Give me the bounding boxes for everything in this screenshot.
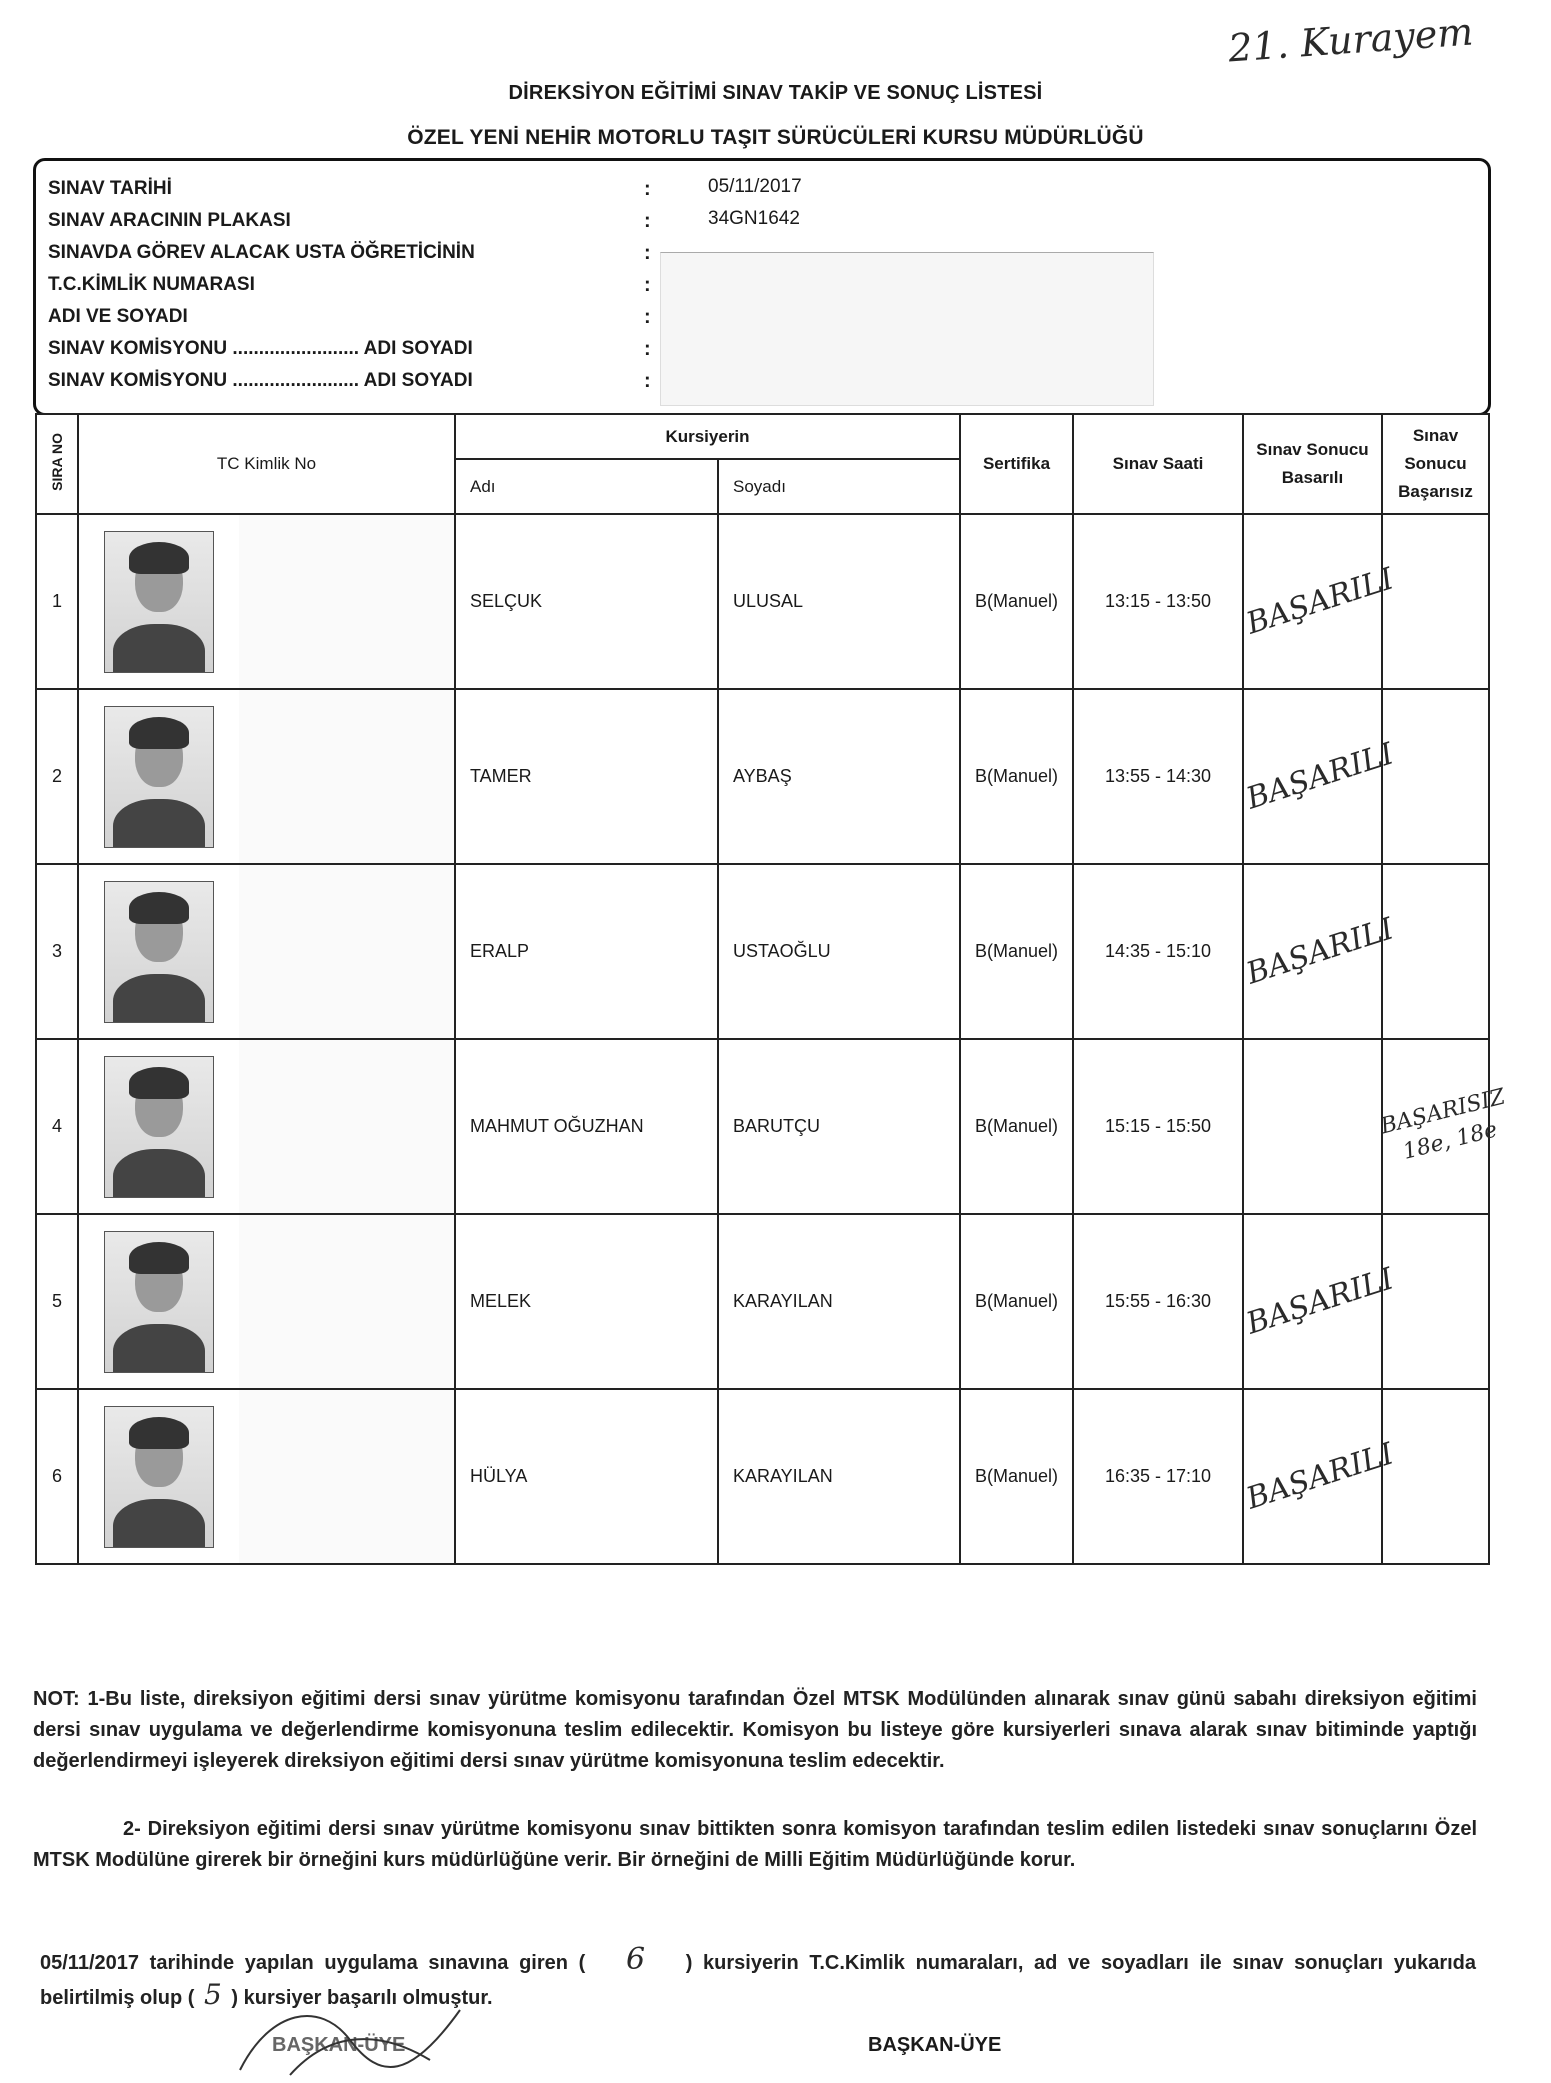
row-number: 3	[36, 864, 78, 1039]
row-number: 2	[36, 689, 78, 864]
cell-basarisiz	[1382, 514, 1489, 689]
table-row	[36, 1389, 1489, 1564]
photo-cell	[78, 864, 455, 1039]
cell-basarisiz	[1382, 1389, 1489, 1564]
applicant-photo	[104, 1231, 214, 1373]
note-1: NOT: 1-Bu liste, direksiyon eğitimi dersi sınav yürütme komisyonu tarafından Özel MTSK Modülünden alınarak sınav günü sabahı direksiyon eğitimi dersi sınav uygulama ve değerlendirme komisyonuna teslim edilecektir. Komisyon bu listeye göre kursiyerleri sınava alarak sınav bitiminde yaptığı değerlendirmeyi işleyerek direksiyon eğitimi dersi sınav yürütme komisyonuna teslim edecektir.	[33, 1688, 1477, 1772]
cell-sertifika: B(Manuel)	[960, 689, 1073, 864]
info-label-name: ADI VE SOYADI	[48, 306, 188, 327]
summary-part-a: 05/11/2017 tarihinde yapılan uygulama sınavına giren (	[40, 1952, 586, 1974]
info-label-commission-2: SINAV KOMİSYONU ........................ ADI SOYADI	[48, 370, 473, 391]
redacted-area	[660, 252, 1154, 406]
signature-scribble	[230, 1990, 490, 2083]
cell-sertifika: B(Manuel)	[960, 514, 1073, 689]
cell-basarili	[1242, 1389, 1398, 1564]
cell-sinav-saati: 13:55 - 14:30	[1073, 689, 1243, 864]
cell-soyadi: AYBAŞ	[718, 689, 960, 864]
header-tc-no: TC Kimlik No	[78, 414, 455, 514]
handwritten-result: BAŞARILI	[1242, 1261, 1398, 1342]
photo-cell	[78, 1039, 455, 1214]
info-label-plate: SINAV ARACININ PLAKASI	[48, 210, 291, 231]
handwritten-result: BAŞARILI	[1242, 911, 1398, 992]
photo-cell	[78, 1214, 455, 1389]
cell-sinav-saati: 16:35 - 17:10	[1073, 1389, 1243, 1564]
info-value-plate: 34GN1642	[708, 208, 800, 229]
cell-adi: SELÇUK	[455, 514, 718, 689]
row-number: 4	[36, 1039, 78, 1214]
info-colon: :	[644, 242, 651, 264]
header-basarisiz: Sınav Sonucu Başarısız	[1382, 414, 1489, 514]
table-row	[36, 864, 1489, 1039]
cell-basarili	[1243, 1039, 1382, 1214]
photo-cell	[78, 514, 455, 689]
info-label-exam-date: SINAV TARİHİ	[48, 178, 172, 199]
handwritten-count-passed: 5	[204, 1978, 222, 2011]
cell-basarili	[1242, 689, 1398, 864]
table-row	[36, 1039, 1489, 1214]
handwritten-result: BAŞARILI	[1242, 1436, 1398, 1517]
header-basarili: Sınav Sonucu Basarılı	[1243, 414, 1382, 514]
table-row	[36, 514, 1489, 689]
summary-part-c: ) kursiyer başarılı olmuştur.	[231, 1987, 493, 2009]
info-colon: :	[644, 274, 651, 296]
photo-cell	[78, 689, 455, 864]
cell-sinav-saati: 14:35 - 15:10	[1073, 864, 1243, 1039]
header-adi: Adı	[455, 459, 718, 514]
info-colon: :	[644, 210, 651, 232]
cell-soyadi: KARAYILAN	[718, 1214, 960, 1389]
cell-adi: HÜLYA	[455, 1389, 718, 1564]
header-sinav-saati: Sınav Saati	[1073, 414, 1243, 514]
info-colon: :	[644, 306, 651, 328]
info-colon: :	[644, 178, 651, 200]
row-number: 5	[36, 1214, 78, 1389]
cell-sertifika: B(Manuel)	[960, 1214, 1073, 1389]
row-number: 1	[36, 514, 78, 689]
redacted-tc-number	[239, 1390, 454, 1563]
cell-sertifika: B(Manuel)	[960, 1039, 1073, 1214]
handwritten-result: BAŞARILI	[1242, 561, 1398, 642]
redacted-tc-number	[239, 865, 454, 1038]
applicant-photo	[104, 1056, 214, 1198]
info-colon: :	[644, 370, 651, 392]
cell-soyadi: BARUTÇU	[718, 1039, 960, 1214]
applicant-photo	[104, 881, 214, 1023]
header-kursiyerin: Kursiyerin	[455, 414, 960, 459]
cell-adi: MELEK	[455, 1214, 718, 1389]
photo-cell	[78, 1389, 455, 1564]
info-label-tc-number: T.C.KİMLİK NUMARASI	[48, 274, 255, 295]
cell-soyadi: KARAYILAN	[718, 1389, 960, 1564]
handwritten-corner-note: 21. Kurayem	[1226, 9, 1475, 71]
info-colon: :	[644, 338, 651, 360]
cell-basarili	[1242, 1214, 1398, 1389]
document-title: DİREKSİYON EĞİTİMİ SINAV TAKİP VE SONUÇ LİSTESİ	[508, 82, 1043, 104]
cell-basarili	[1242, 864, 1398, 1039]
cell-sertifika: B(Manuel)	[960, 864, 1073, 1039]
cell-sinav-saati: 13:15 - 13:50	[1073, 514, 1243, 689]
cell-basarisiz	[1382, 1214, 1489, 1389]
header-soyadi: Soyadı	[718, 459, 960, 514]
applicant-photo	[104, 531, 214, 673]
cell-sinav-saati: 15:55 - 16:30	[1073, 1214, 1243, 1389]
redacted-tc-number	[239, 1040, 454, 1213]
info-value-exam-date: 05/11/2017	[708, 176, 802, 197]
header-sertifika: Sertifika	[960, 414, 1073, 514]
cell-soyadi: USTAOĞLU	[718, 864, 960, 1039]
redacted-tc-number	[239, 515, 454, 688]
cell-basarisiz	[1378, 1039, 1508, 1214]
redacted-tc-number	[239, 690, 454, 863]
cell-adi: MAHMUT OĞUZHAN	[455, 1039, 718, 1214]
summary-part-b: ) kursiyerin T.C.Kimlik numaraları, ad ve soyadları ile sınav sonuçları yukarıda belirtilmiş olup (	[40, 1952, 1476, 2009]
signature-label-right: BAŞKAN-ÜYE	[868, 2034, 1002, 2056]
cell-soyadi: ULUSAL	[718, 514, 960, 689]
cell-basarili	[1242, 514, 1398, 689]
redacted-tc-number	[239, 1215, 454, 1388]
table-row	[36, 689, 1489, 864]
cell-adi: TAMER	[455, 689, 718, 864]
handwritten-result: BAŞARISIZ 18e, 18e	[1378, 1083, 1508, 1165]
document-subtitle: ÖZEL YENİ NEHİR MOTORLU TAŞIT SÜRÜCÜLERİ KURSU MÜDÜRLÜĞÜ	[407, 126, 1144, 149]
cell-basarisiz	[1382, 864, 1489, 1039]
cell-sinav-saati: 15:15 - 15:50	[1073, 1039, 1243, 1214]
row-number: 6	[36, 1389, 78, 1564]
applicant-photo	[104, 1406, 214, 1548]
table-row	[36, 1214, 1489, 1389]
cell-adi: ERALP	[455, 864, 718, 1039]
cell-sertifika: B(Manuel)	[960, 1389, 1073, 1564]
note-2: 2- Direksiyon eğitimi dersi sınav yürütme komisyonu sınav bittikten sonra komisyon tarafından teslim edilen listedeki sınav sonuçlarını Özel MTSK Modülüne girerek bir örneğini kurs müdürlüğüne verir. Bir örneğini de Milli Eğitim Müdürlüğünde korur.	[33, 1818, 1477, 1871]
info-label-instructor: SINAVDA GÖREV ALACAK USTA ÖĞRETİCİNİN	[48, 242, 475, 263]
info-label-commission-1: SINAV KOMİSYONU ........................ ADI SOYADI	[48, 338, 473, 359]
applicant-photo	[104, 706, 214, 848]
cell-basarisiz	[1382, 689, 1489, 864]
handwritten-result: BAŞARILI	[1242, 736, 1398, 817]
header-sira-no: SIRA NO	[36, 414, 78, 514]
handwritten-count-entered: 6	[625, 1942, 646, 1977]
results-table	[35, 413, 1508, 1565]
signature-label-left: BAŞKAN-ÜYE	[272, 2034, 406, 2056]
